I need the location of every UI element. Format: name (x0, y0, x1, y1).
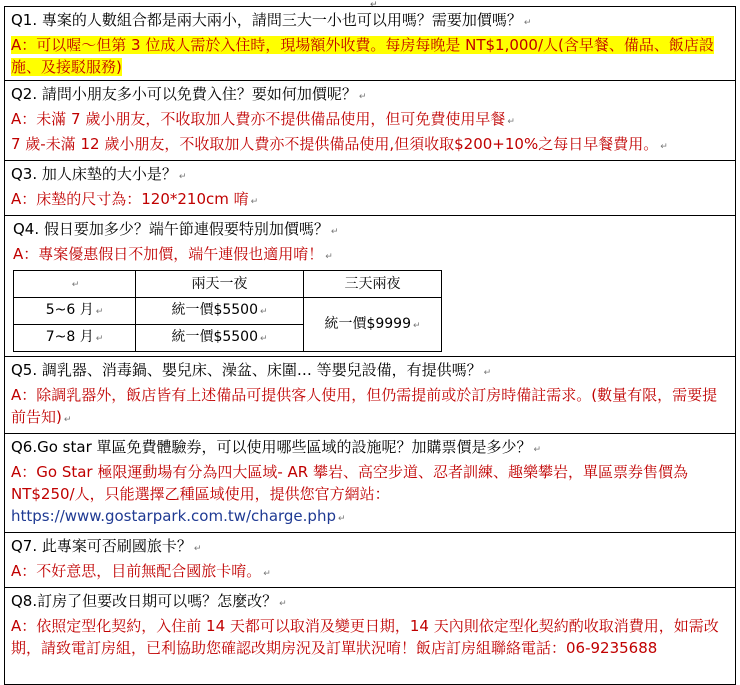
price-period: 5~6 月 (45, 302, 94, 318)
gostar-website-link[interactable]: https://www.gostarpark.com.tw/charge.php (11, 507, 336, 525)
paragraph-mark-icon: ↵ (533, 445, 542, 455)
answer-q4: A：專案優惠假日不加價，端午連假也適用唷！ (13, 245, 324, 263)
paragraph-mark-icon: ↵ (95, 307, 104, 317)
faq-row-q4 (5, 216, 736, 357)
price-two-day: 統一價$5500 (171, 329, 258, 345)
faq-row-q8 (5, 588, 736, 685)
question-q1: Q1. 專案的人數組合都是兩大兩小，請問三大一小也可以用嗎？需要加價嗎？ (11, 11, 522, 29)
price-header-empty (14, 271, 136, 298)
question-q3: Q3. 加人床墊的大小是？ (11, 165, 177, 183)
faq-row-q5 (5, 357, 736, 434)
faq-row-q3 (5, 161, 736, 216)
paragraph-mark-icon: ↵ (95, 334, 104, 344)
paragraph-mark-icon: ↵ (523, 18, 532, 28)
answer-q5: A：除調乳器外，飯店皆有上述備品可提供客人使用，但仍需提前或於訂房時備註需求。(數量有限，需要提前告知) (11, 386, 718, 426)
answer-q2-line-2: 7 歲-未滿 12 歲小朋友，不收取加人費亦不提供備品使用,但須收取$200+10%之每日早餐費用。 (11, 135, 659, 153)
price-header-three-day: 三天兩夜 (304, 271, 442, 298)
faq-row-q6 (5, 434, 736, 533)
paragraph-mark-icon: ↵ (483, 368, 492, 378)
answer-q3: A：床墊的尺寸為：120*210cm 唷 (11, 190, 249, 208)
question-q2: Q2. 請問小朋友多小可以免費入住？要如何加價呢？ (11, 85, 357, 103)
price-table (13, 270, 442, 352)
paragraph-mark-icon: ↵ (260, 307, 268, 317)
answer-q7: A：不好意思，目前無配合國旅卡唷。 (11, 562, 262, 580)
faq-row-q2 (5, 81, 736, 161)
question-q7: Q7. 此專案可否刷國旅卡？ (11, 537, 192, 555)
paragraph-mark-icon: ↵ (178, 172, 187, 182)
faq-row-q7 (5, 533, 736, 588)
paragraph-mark-icon: ↵ (279, 599, 287, 609)
paragraph-mark-icon: ↵ (71, 280, 80, 290)
answer-q1: A：可以喔～但第 3 位成人需於入住時，現場額外收費。每房每晚是 NT$1,000/人(含早餐、備品、飯店設施、及接駁服務) (11, 36, 714, 76)
answer-q6: A：Go Star 極限運動場有分為四大區域- AR 攀岩、高空步道、忍者訓練、趣樂攀岩，單區票券售價為 NT$250/人，只能選擇乙種區域使用，提供您官方網站： (11, 463, 688, 503)
question-q6: Q6.Go star 單區免費體驗券，可以使用哪些區域的設施呢？加購票價是多少？ (11, 438, 532, 456)
paragraph-mark-icon: ↵ (330, 227, 339, 237)
paragraph-mark-icon: ↵ (507, 117, 515, 127)
price-period: 7~8 月 (45, 329, 94, 345)
faq-table (4, 6, 736, 685)
faq-document (4, 0, 736, 665)
paragraph-mark-icon: ↵ (260, 334, 268, 344)
paragraph-mark-icon: ↵ (325, 252, 333, 262)
paragraph-mark-icon: ↵ (370, 0, 378, 10)
paragraph-mark-icon: ↵ (358, 92, 367, 102)
paragraph-mark-icon: ↵ (63, 415, 72, 425)
paragraph-mark-icon: ↵ (413, 320, 421, 331)
paragraph-mark-icon: ↵ (250, 197, 259, 207)
paragraph-mark-icon: ↵ (193, 544, 202, 554)
question-q4: Q4. 假日要加多少？端午節連假要特別加價嗎？ (13, 220, 329, 238)
answer-q8: A：依照定型化契約，入住前 14 天都可以取消及變更日期，14 天內則依定型化契約酌收取消費用，如需改期，請致電訂房組，已利協助您確認改期房況及訂單狀況唷！飯店訂房組聯絡電話：06-9235688 (11, 617, 719, 657)
price-three-day: 統一價$9999 (324, 315, 411, 332)
paragraph-mark-icon: ↵ (337, 514, 346, 524)
paragraph-mark-icon: ↵ (263, 569, 271, 579)
question-q5: Q5. 調乳器、消毒鍋、嬰兒床、澡盆、床圍… 等嬰兒設備，有提供嗎？ (11, 361, 482, 379)
question-q8: Q8.訂房了但要改日期可以嗎？怎麼改？ (11, 592, 278, 610)
paragraph-mark-icon: ↵ (660, 142, 668, 152)
faq-row-q1 (5, 7, 736, 81)
price-table-header (14, 271, 442, 298)
answer-q2-line-1: A：未滿 7 歲小朋友，不收取加人費亦不提供備品使用，但可免費使用早餐 (11, 110, 506, 128)
price-two-day: 統一價$5500 (171, 302, 258, 318)
price-row-may-june (14, 298, 442, 325)
price-header-two-day: 兩天一夜 (136, 271, 304, 298)
